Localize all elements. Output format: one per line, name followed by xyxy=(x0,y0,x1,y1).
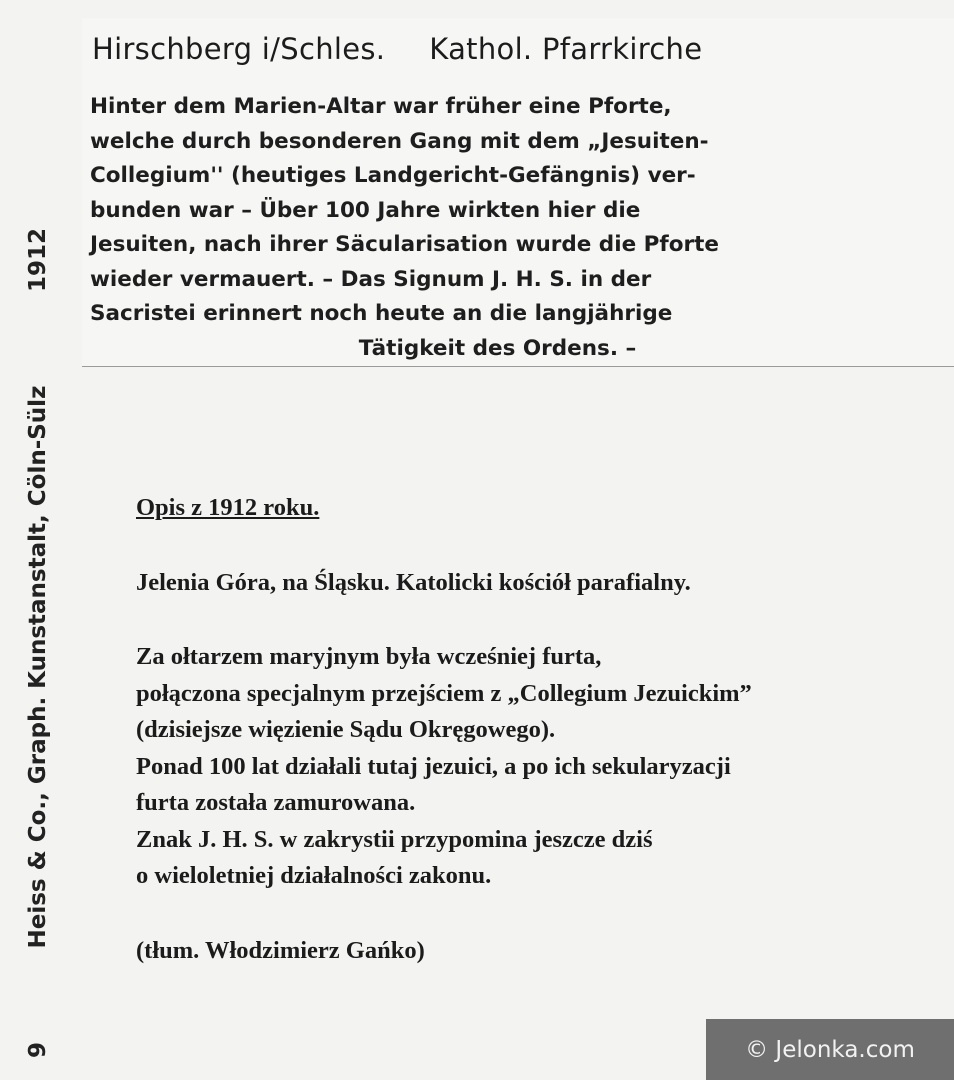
caption-line: Sacristei erinnert noch heute an die langjährige xyxy=(90,301,673,326)
translation-heading: Opis z 1912 roku. xyxy=(136,494,320,521)
translation-subheading: Jelenia Góra, na Śląsku. Katolicki kościół parafialny. xyxy=(136,568,691,596)
translation-line: Znak J. H. S. w zakrystii przypomina jeszcze dziś xyxy=(136,825,653,853)
caption-title-church: Kathol. Pfarrkirche xyxy=(429,32,703,66)
translation-line: Ponad 100 lat działali tutaj jezuici, a po ich sekularyzacji xyxy=(136,752,731,780)
translation-line: Za ołtarzem maryjnym była wcześniej furta, xyxy=(136,643,602,670)
caption-line: Jesuiten, nach ihrer Säcularisation wurde die Pforte xyxy=(90,232,719,257)
original-caption xyxy=(82,18,954,367)
translation-block xyxy=(136,490,954,969)
caption-line: Collegium'' (heutiges Landgericht-Gefängnis) ver- xyxy=(90,163,696,188)
translation-body xyxy=(136,639,954,895)
caption-title xyxy=(92,32,702,66)
caption-title-place: Hirschberg i/Schles. xyxy=(92,32,386,66)
caption-line: bunden war – Über 100 Jahre wirkten hier die xyxy=(90,197,641,223)
caption-line: Tätigkeit des Ordens. – xyxy=(358,335,637,361)
caption-line: wieder vermauert. – Das Signum J. H. S. in der xyxy=(90,266,652,292)
caption-body xyxy=(90,90,905,366)
card-number: 9 xyxy=(25,1041,51,1058)
translation-line: (dzisiejsze więzienie Sądu Okręgowego). xyxy=(136,716,556,743)
publisher-imprint: Heiss & Co., Graph. Kunstanstalt, Cöln-Sülz xyxy=(25,385,51,949)
caption-line: Hinter dem Marien-Altar war früher eine Pforte, xyxy=(90,94,672,119)
watermark-badge: © Jelonka.com xyxy=(706,1019,954,1080)
translation-line: połączona specjalnym przejściem z „Collegium Jezuickim” xyxy=(136,679,752,707)
translation-line: furta została zamurowana. xyxy=(136,789,416,816)
translation-line: o wieloletniej działalności zakonu. xyxy=(136,862,492,889)
imprint-year: 1912 xyxy=(25,228,51,293)
side-imprint xyxy=(16,228,60,1058)
translator-credit: (tłum. Włodzimierz Gańko) xyxy=(136,936,425,964)
caption-line: welche durch besonderen Gang mit dem „Jesuiten- xyxy=(90,128,709,154)
